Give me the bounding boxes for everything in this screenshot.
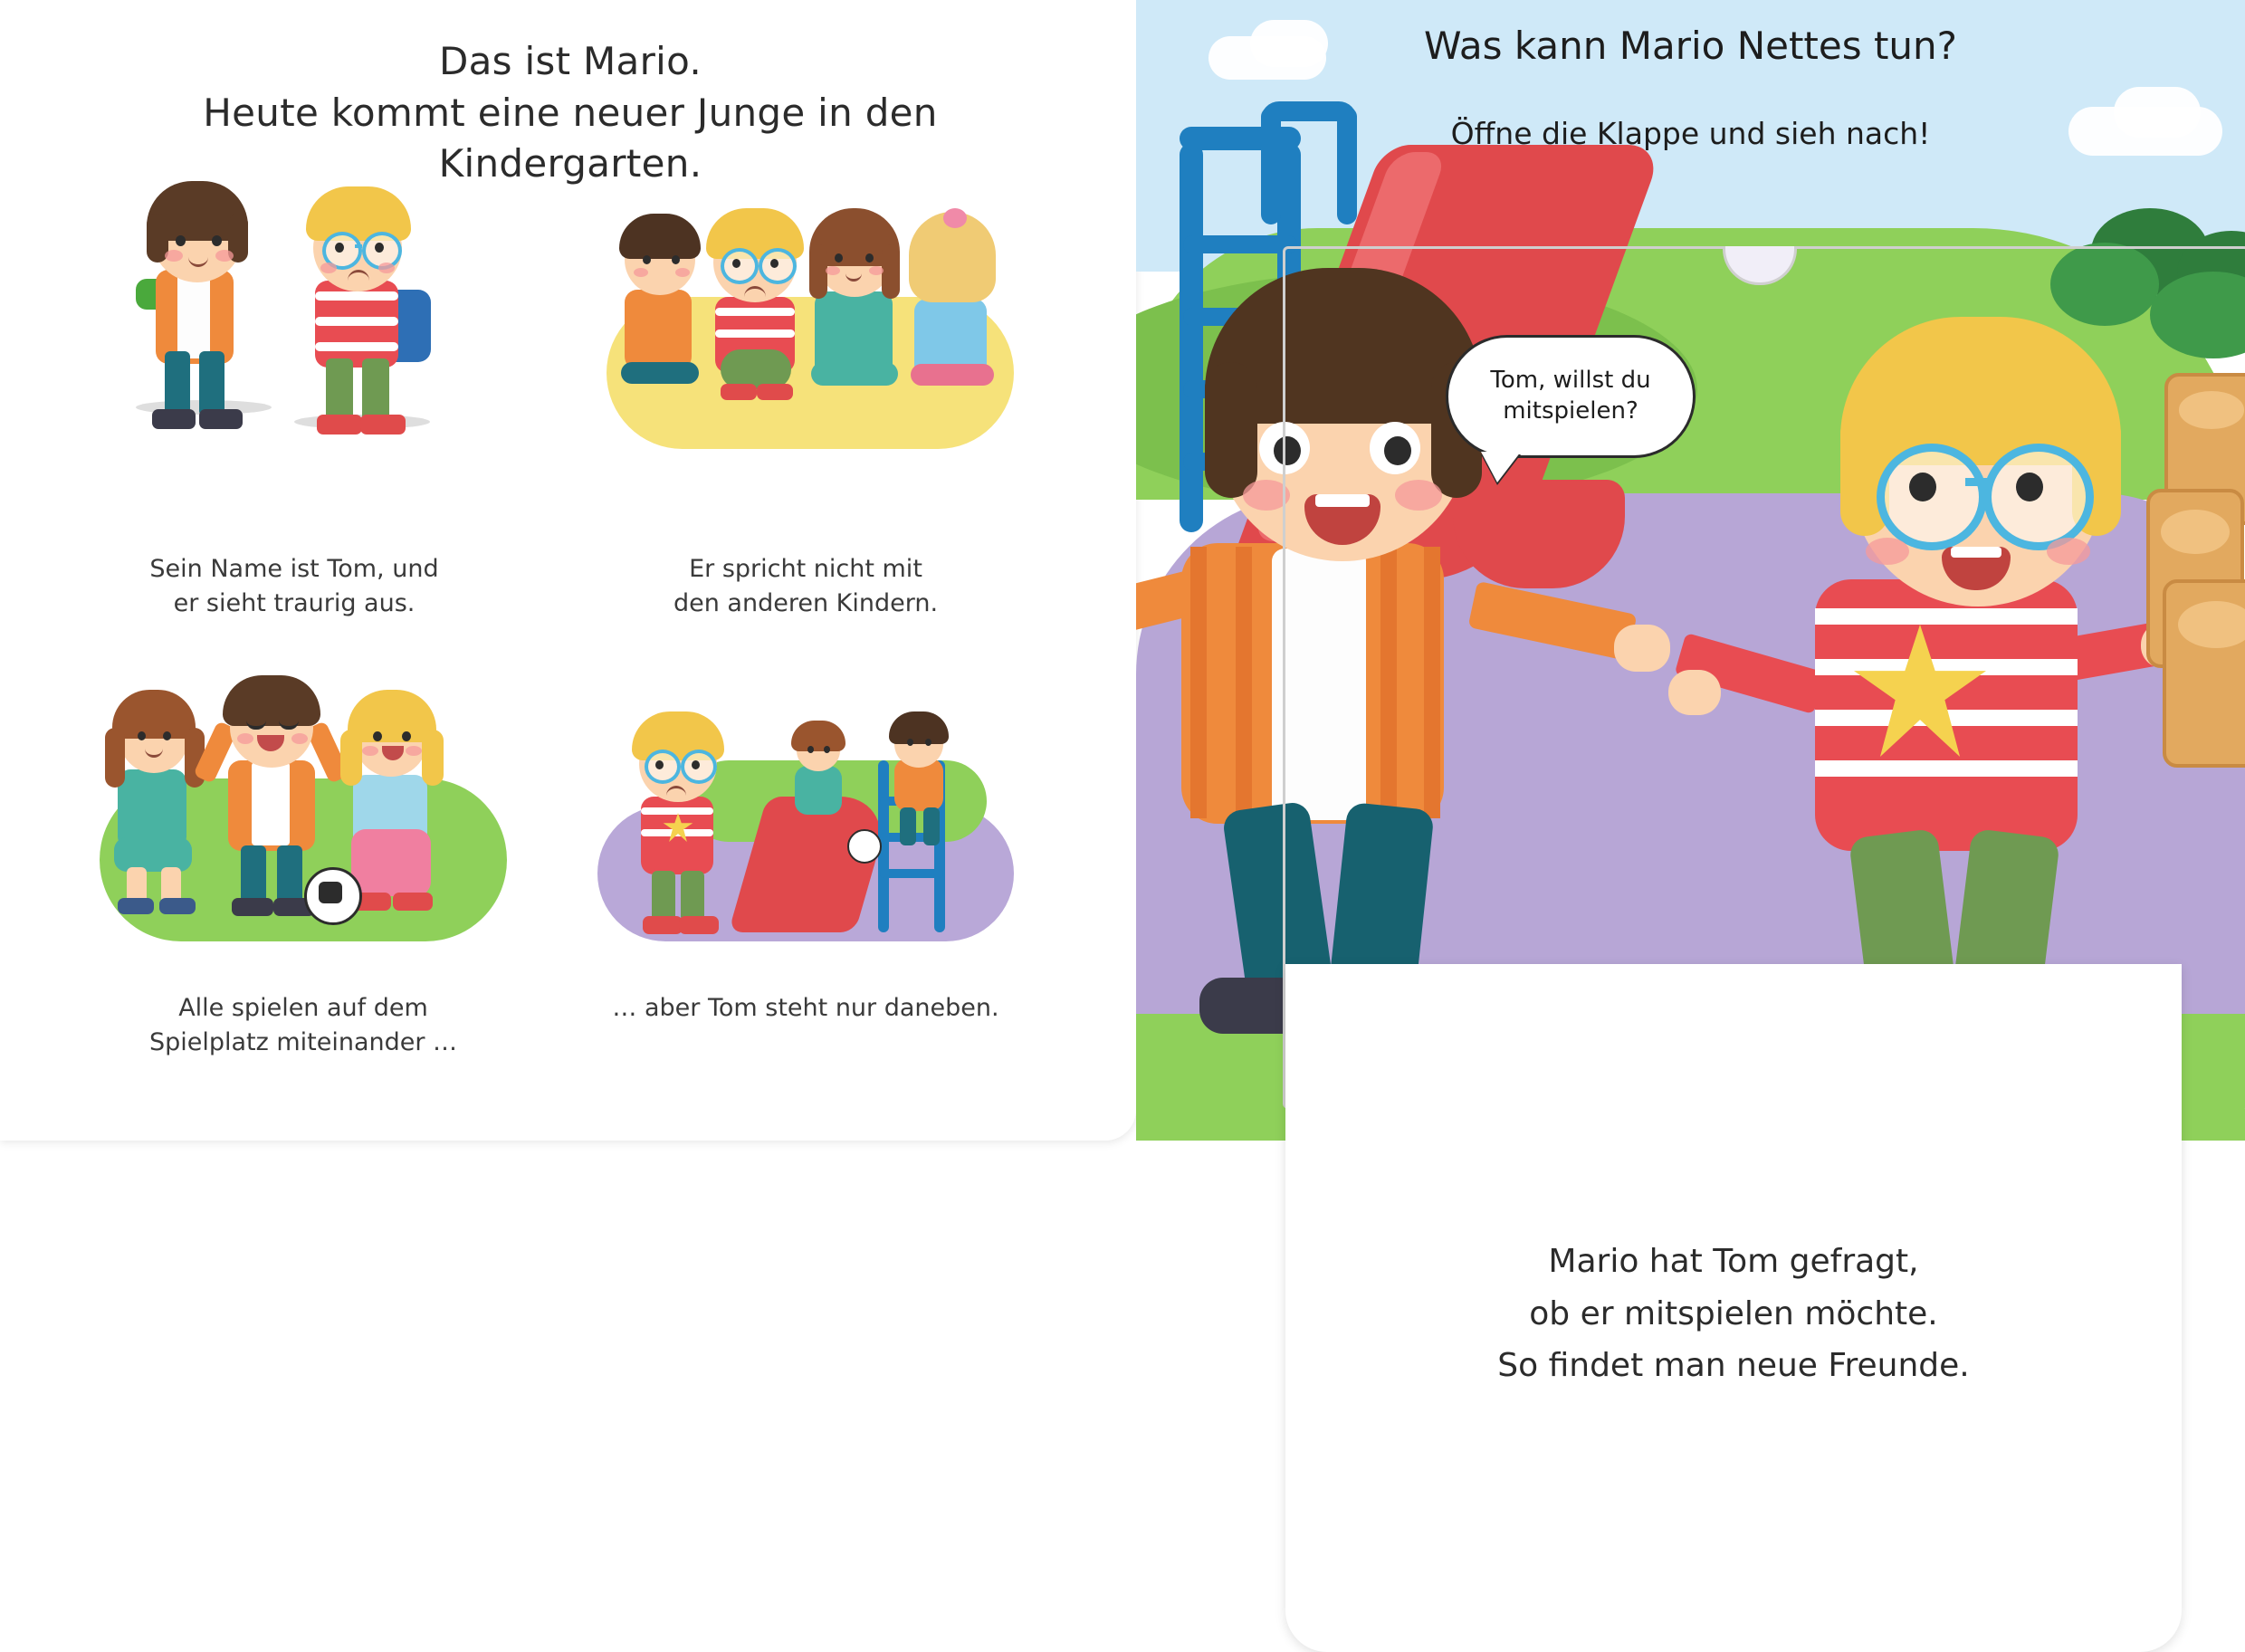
title-line-2: Heute kommt eine neuer Junge in den Kindergarten. [203,90,938,186]
panel-4-caption-line-1: … aber Tom steht nur daneben. [612,994,999,1022]
left-page [0,0,1136,1141]
small-ball [847,829,882,864]
flap-line-2: ob er mitspielen möchte. [1529,1294,1938,1332]
panel-4-caption [579,991,1032,1026]
right-page-subtitle: Öffne die Klappe und sieh nach! [1450,116,1931,151]
speech-bubble-line-1: Tom, willst du [1490,367,1651,395]
flap-card[interactable] [1285,964,2182,1652]
panel-1-caption-line-1: Sein Name ist Tom, und [149,555,439,583]
title-line-1: Das ist Mario. [438,39,702,83]
panel-2-caption-line-2: den anderen Kindern. [673,588,939,617]
panel-1-caption [100,552,489,621]
panel-3-caption [91,991,516,1060]
right-page-title: Was kann Mario Nettes tun? [1424,24,1957,68]
speech-bubble-line-2: mitspielen? [1503,397,1638,425]
panel-1-caption-line-2: er sieht traurig aus. [173,588,416,617]
panel-4-illustration [579,661,1032,941]
panel-2-illustration [588,181,1023,453]
flap-line-3: So findet man neue Freunde. [1497,1347,1970,1385]
panel-1-illustration [100,163,489,434]
panel-3-caption-line-2: Spielplatz miteinander … [148,1027,458,1056]
panel-2-caption [597,552,1014,621]
panel-3-caption-line-1: Alle spielen auf dem [178,994,428,1022]
flap-line-1: Mario hat Tom gefragt, [1548,1243,1919,1280]
panel-2-caption-line-1: Er spricht nicht mit [689,555,922,583]
flap-card-text [1285,1236,2182,1392]
speech-bubble [1446,335,1696,458]
panel-3-illustration [91,652,516,941]
